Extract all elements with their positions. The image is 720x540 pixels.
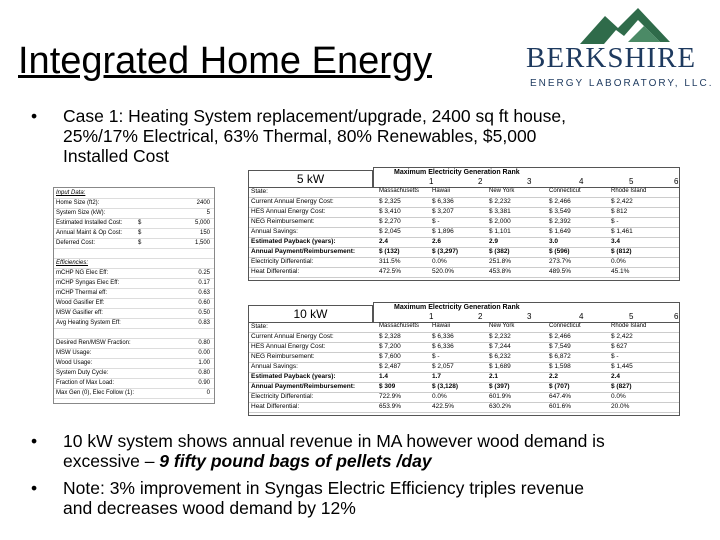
table-cell: 3.4 bbox=[611, 238, 621, 245]
rank-number: 6 bbox=[674, 177, 679, 186]
input-row bbox=[54, 370, 214, 379]
row-label: Annual Payment/Reimbursement: bbox=[251, 383, 356, 390]
rank-title: Maximum Electricity Generation Rank bbox=[394, 169, 520, 176]
input-currency: $ bbox=[138, 230, 142, 236]
table-cell: 0.0% bbox=[611, 393, 626, 400]
rank-title: Maximum Electricity Generation Rank bbox=[394, 304, 520, 311]
input-row bbox=[54, 230, 214, 239]
input-label: System Duty Cycle: bbox=[56, 370, 109, 376]
input-value: 1,500 bbox=[194, 240, 210, 246]
input-value: 5,000 bbox=[194, 220, 210, 226]
input-currency: $ bbox=[138, 220, 142, 226]
input-label: Avg Heating System Eff: bbox=[56, 320, 121, 326]
input-value: 0.63 bbox=[198, 290, 210, 296]
input-row bbox=[54, 270, 214, 279]
bullet-text-emphasis: 9 fifty pound bags of pellets /day bbox=[159, 451, 432, 471]
table-body bbox=[248, 187, 680, 281]
bullet-dot: • bbox=[31, 478, 38, 498]
table-row bbox=[249, 268, 679, 278]
input-row bbox=[54, 380, 214, 389]
table-cell: 453.8% bbox=[489, 268, 512, 275]
input-label: Estimated Installed Cost: bbox=[56, 220, 123, 226]
table-row bbox=[249, 238, 679, 248]
table-cell: $ 2,000 bbox=[489, 218, 511, 225]
table-cell: $ 2,057 bbox=[432, 363, 454, 370]
table-cell: 2.1 bbox=[489, 373, 499, 380]
bullet-text: and decreases wood demand by 12% bbox=[63, 498, 356, 518]
table-row bbox=[249, 248, 679, 258]
input-label: Max Gen (0), Elec Follow (1): bbox=[56, 390, 135, 396]
table-cell: $ (3,128) bbox=[432, 383, 459, 390]
table-cell: $ 6,872 bbox=[549, 353, 571, 360]
rank-number: 5 bbox=[629, 177, 634, 186]
rank-number: 4 bbox=[579, 177, 584, 186]
rank-header bbox=[373, 167, 680, 189]
table-cell: 647.4% bbox=[549, 393, 572, 400]
table-cell: $ 1,101 bbox=[489, 228, 511, 235]
row-label: Electricity Differential: bbox=[251, 258, 314, 265]
table-cell: $ 6,232 bbox=[489, 353, 511, 360]
table-cell: $ 6,336 bbox=[432, 198, 454, 205]
input-row bbox=[54, 240, 214, 249]
input-row bbox=[54, 290, 214, 299]
bullet-dot: • bbox=[31, 106, 38, 126]
row-label: Electricity Differential: bbox=[251, 393, 314, 400]
table-row bbox=[249, 343, 679, 353]
table-cell: $ (827) bbox=[611, 383, 632, 390]
input-value: 0.80 bbox=[198, 370, 210, 376]
bullet-text: Case 1: Heating System replacement/upgrade, 2400 sq ft house, bbox=[63, 106, 566, 126]
table-cell: $ 2,466 bbox=[549, 333, 571, 340]
table-cell: 273.7% bbox=[549, 258, 572, 265]
table-body bbox=[248, 322, 680, 416]
table-cell: 489.5% bbox=[549, 268, 572, 275]
table-row bbox=[249, 333, 679, 343]
bullet-note bbox=[31, 478, 711, 520]
input-value: 0.83 bbox=[198, 320, 210, 326]
input-value: 150 bbox=[199, 230, 210, 236]
row-label: HES Annual Energy Cost: bbox=[251, 343, 326, 350]
bullet-text: Installed Cost bbox=[63, 146, 170, 166]
rank-number: 4 bbox=[579, 312, 584, 321]
input-label: mCHP Syngas Elec Eff: bbox=[56, 280, 120, 286]
input-label: Annual Maint & Op Cost: bbox=[56, 230, 123, 236]
table-cell: $ 3,410 bbox=[379, 208, 401, 215]
table-cell: 20.0% bbox=[611, 403, 630, 410]
rank-number: 5 bbox=[629, 312, 634, 321]
table-cell: $ - bbox=[611, 353, 619, 360]
table-cell: $ 3,207 bbox=[432, 208, 454, 215]
rank-number: 6 bbox=[674, 312, 679, 321]
input-label: mCHP Thermal eff: bbox=[56, 290, 108, 296]
input-row bbox=[54, 390, 214, 399]
input-row bbox=[54, 330, 214, 339]
input-row bbox=[54, 260, 214, 269]
table-row bbox=[249, 198, 679, 208]
input-label: Efficiencies: bbox=[56, 260, 89, 266]
table-cell: $ 2,232 bbox=[489, 198, 511, 205]
table-cell: 520.0% bbox=[432, 268, 455, 275]
table-row bbox=[249, 228, 679, 238]
table-cell: $ 2,392 bbox=[549, 218, 571, 225]
results-table-5kw bbox=[248, 167, 678, 287]
table-cell: 1.7 bbox=[432, 373, 442, 380]
row-label: Current Annual Energy Cost: bbox=[251, 198, 334, 205]
table-cell: $ 7,549 bbox=[549, 343, 571, 350]
table-row bbox=[249, 188, 679, 198]
row-label: State: bbox=[251, 323, 268, 330]
table-cell: 722.9% bbox=[379, 393, 402, 400]
rank-number: 2 bbox=[478, 177, 483, 186]
row-label: HES Annual Energy Cost: bbox=[251, 208, 326, 215]
row-label: Annual Savings: bbox=[251, 363, 298, 370]
table-cell: $ - bbox=[611, 218, 619, 225]
table-row bbox=[249, 403, 679, 413]
column-header: Rhode Island bbox=[611, 323, 647, 329]
table-cell: $ 3,381 bbox=[489, 208, 511, 215]
logo-name: BERKSHIRE bbox=[526, 42, 697, 74]
column-header: New York bbox=[489, 188, 515, 194]
row-label: NEG Reimbursement: bbox=[251, 218, 315, 225]
input-label: Deferred Cost: bbox=[56, 240, 96, 246]
table-cell: $ 812 bbox=[611, 208, 628, 215]
table-cell: $ (382) bbox=[489, 248, 510, 255]
input-value: 0.60 bbox=[198, 300, 210, 306]
results-table-10kw bbox=[248, 302, 678, 422]
table-cell: $ (397) bbox=[489, 383, 510, 390]
input-value: 0.80 bbox=[198, 340, 210, 346]
table-cell: $ 2,328 bbox=[379, 333, 401, 340]
column-header: Hawaii bbox=[432, 323, 451, 329]
input-row bbox=[54, 200, 214, 209]
input-row bbox=[54, 280, 214, 289]
table-cell: $ 7,600 bbox=[379, 353, 401, 360]
table-cell: $ 6,336 bbox=[432, 333, 454, 340]
input-row bbox=[54, 190, 214, 199]
column-header: Rhode Island bbox=[611, 188, 647, 194]
column-header: Massachusetts bbox=[379, 323, 420, 329]
table-cell: $ 7,200 bbox=[379, 343, 401, 350]
row-label: Estimated Payback (years): bbox=[251, 373, 336, 380]
bullet-text: 10 kW system shows annual revenue in MA however wood demand is bbox=[63, 431, 605, 451]
table-cell: $ 6,336 bbox=[432, 343, 454, 350]
input-label: Fraction of Max Load: bbox=[56, 380, 115, 386]
input-value: 0.25 bbox=[198, 270, 210, 276]
table-row bbox=[249, 373, 679, 383]
table-cell: $ - bbox=[432, 218, 440, 225]
table-cell: 0.0% bbox=[611, 258, 626, 265]
table-cell: $ (132) bbox=[379, 248, 400, 255]
slide-title: Integrated Home Energy bbox=[18, 40, 433, 82]
rank-header bbox=[373, 302, 680, 324]
table-row bbox=[249, 383, 679, 393]
table-cell: $ (707) bbox=[549, 383, 570, 390]
input-label: Wood Gasifier Eff: bbox=[56, 300, 105, 306]
input-label: MSW Usage: bbox=[56, 350, 92, 356]
rank-number: 1 bbox=[429, 312, 434, 321]
input-value: 0.90 bbox=[198, 380, 210, 386]
row-label: Estimated Payback (years): bbox=[251, 238, 336, 245]
input-value: 1.00 bbox=[198, 360, 210, 366]
table-cell: $ 2,270 bbox=[379, 218, 401, 225]
table-cell: $ 2,232 bbox=[489, 333, 511, 340]
column-header: Connecticut bbox=[549, 323, 581, 329]
bullet-text: 25%/17% Electrical, 63% Thermal, 80% Renewables, $5,000 bbox=[63, 126, 537, 146]
input-label: mCHP NG Elec Eff: bbox=[56, 270, 109, 276]
input-value: 5 bbox=[206, 210, 210, 216]
table-cell: 3.0 bbox=[549, 238, 559, 245]
column-header: New York bbox=[489, 323, 515, 329]
input-row bbox=[54, 320, 214, 329]
table-cell: $ 1,598 bbox=[549, 363, 571, 370]
table-row bbox=[249, 353, 679, 363]
rank-number: 3 bbox=[527, 177, 532, 186]
input-value: 0.00 bbox=[198, 350, 210, 356]
table-cell: 2.6 bbox=[432, 238, 442, 245]
table-cell: $ - bbox=[432, 353, 440, 360]
input-row bbox=[54, 340, 214, 349]
table-row bbox=[249, 218, 679, 228]
table-cell: $ (3,297) bbox=[432, 248, 459, 255]
bullet-10kw bbox=[31, 431, 711, 473]
table-cell: $ 627 bbox=[611, 343, 628, 350]
table-cell: $ 1,445 bbox=[611, 363, 633, 370]
input-row bbox=[54, 310, 214, 319]
input-row bbox=[54, 360, 214, 369]
table-cell: 2.4 bbox=[379, 238, 389, 245]
input-label: MSW Gasifier eff: bbox=[56, 310, 103, 316]
table-cell: 0.0% bbox=[432, 258, 447, 265]
input-value: 0.50 bbox=[198, 310, 210, 316]
input-value: 0.17 bbox=[198, 280, 210, 286]
table-cell: 601.6% bbox=[549, 403, 572, 410]
table-cell: $ 1,649 bbox=[549, 228, 571, 235]
table-cell: 601.9% bbox=[489, 393, 512, 400]
rank-number: 3 bbox=[527, 312, 532, 321]
table-cell: 472.5% bbox=[379, 268, 402, 275]
kw-label: 10 kW bbox=[248, 305, 373, 324]
table-cell: $ 1,461 bbox=[611, 228, 633, 235]
table-cell: $ 7,244 bbox=[489, 343, 511, 350]
table-cell: $ 3,549 bbox=[549, 208, 571, 215]
row-label: Heat Differential: bbox=[251, 268, 300, 275]
table-cell: $ 2,422 bbox=[611, 333, 633, 340]
input-row bbox=[54, 220, 214, 229]
table-cell: 0.0% bbox=[432, 393, 447, 400]
table-cell: $ (596) bbox=[549, 248, 570, 255]
input-label: Wood Usage: bbox=[56, 360, 93, 366]
input-value: 2400 bbox=[196, 200, 210, 206]
row-label: Annual Savings: bbox=[251, 228, 298, 235]
table-cell: 1.4 bbox=[379, 373, 389, 380]
input-label: Input Data: bbox=[56, 190, 86, 196]
table-cell: 2.4 bbox=[611, 373, 621, 380]
table-cell: 45.1% bbox=[611, 268, 630, 275]
bullet-dot: • bbox=[31, 431, 38, 451]
table-cell: $ (812) bbox=[611, 248, 632, 255]
bullet-text: Note: 3% improvement in Syngas Electric Efficiency triples revenue bbox=[63, 478, 585, 498]
rank-number: 1 bbox=[429, 177, 434, 186]
table-cell: $ 2,422 bbox=[611, 198, 633, 205]
table-cell: 311.5% bbox=[379, 258, 401, 265]
table-cell: $ 2,487 bbox=[379, 363, 401, 370]
input-data-sheet bbox=[53, 187, 215, 404]
table-cell: 630.2% bbox=[489, 403, 512, 410]
row-label: State: bbox=[251, 188, 268, 195]
input-row bbox=[54, 300, 214, 309]
table-row bbox=[249, 208, 679, 218]
input-row bbox=[54, 350, 214, 359]
bullet-case1 bbox=[31, 106, 671, 168]
input-row bbox=[54, 250, 214, 259]
column-header: Massachusetts bbox=[379, 188, 420, 194]
table-row bbox=[249, 323, 679, 333]
table-cell: $ 2,325 bbox=[379, 198, 401, 205]
rank-number: 2 bbox=[478, 312, 483, 321]
table-cell: $ 1,689 bbox=[489, 363, 511, 370]
table-cell: $ 2,045 bbox=[379, 228, 401, 235]
row-label: Current Annual Energy Cost: bbox=[251, 333, 334, 340]
table-cell: $ 309 bbox=[379, 383, 396, 390]
row-label: Heat Differential: bbox=[251, 403, 300, 410]
table-cell: $ 1,896 bbox=[432, 228, 454, 235]
table-cell: $ 2,466 bbox=[549, 198, 571, 205]
table-row bbox=[249, 363, 679, 373]
table-cell: 2.2 bbox=[549, 373, 559, 380]
column-header: Hawaii bbox=[432, 188, 451, 194]
input-label: System Size (kW): bbox=[56, 210, 106, 216]
input-label: Desired Ren/MSW Fraction: bbox=[56, 340, 131, 346]
table-cell: 2.9 bbox=[489, 238, 499, 245]
table-cell: 251.8% bbox=[489, 258, 512, 265]
input-row bbox=[54, 210, 214, 219]
column-header: Connecticut bbox=[549, 188, 581, 194]
table-row bbox=[249, 258, 679, 268]
table-row bbox=[249, 393, 679, 403]
row-label: NEG Reimbursement: bbox=[251, 353, 315, 360]
input-label: Home Size (ft2): bbox=[56, 200, 100, 206]
row-label: Annual Payment/Reimbursement: bbox=[251, 248, 356, 255]
logo-subtitle: ENERGY LABORATORY, LLC. bbox=[530, 78, 714, 89]
table-cell: 422.5% bbox=[432, 403, 455, 410]
bullet-text bbox=[63, 451, 432, 471]
bullet-text-plain: excessive – bbox=[63, 451, 160, 471]
input-currency: $ bbox=[138, 240, 142, 246]
table-cell: 653.9% bbox=[379, 403, 402, 410]
kw-label: 5 kW bbox=[248, 170, 373, 189]
input-value: 0 bbox=[206, 390, 210, 396]
